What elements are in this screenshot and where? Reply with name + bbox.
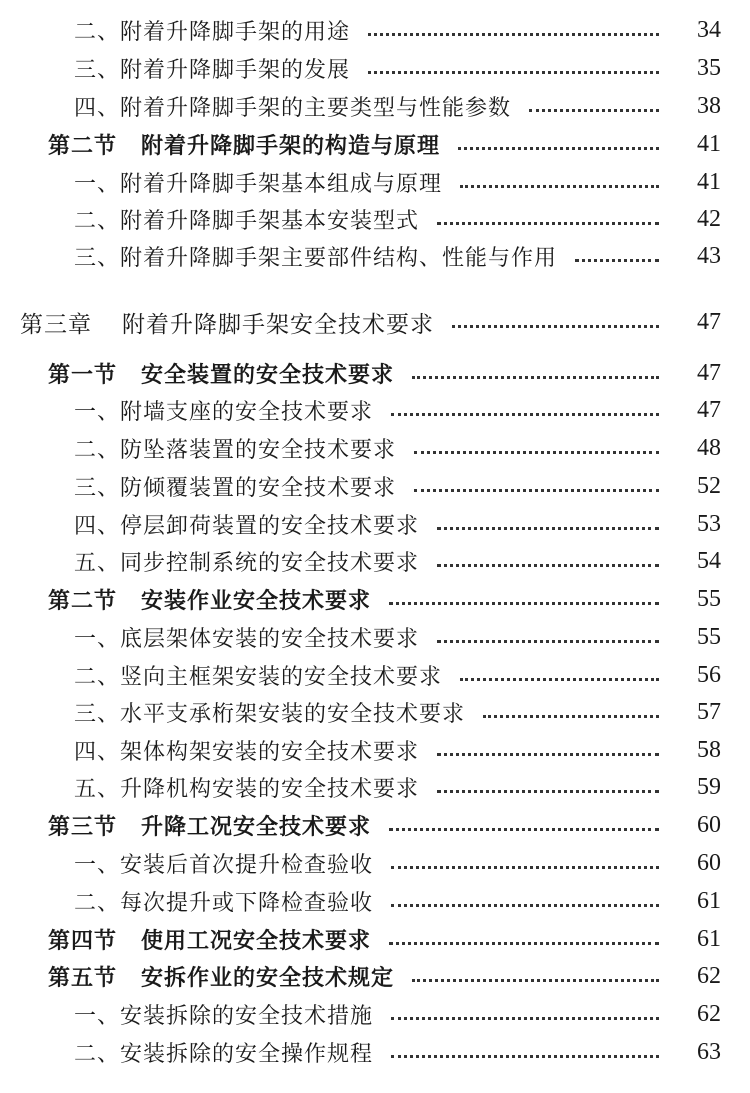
toc-page-number: 62 — [697, 1000, 721, 1027]
toc-entry-title: 三、防倾覆装置的安全技术要求 — [74, 475, 397, 501]
toc-entry — [0, 163, 750, 201]
dot-leader — [389, 827, 659, 831]
dot-leader — [575, 258, 659, 262]
toc-entry-title: 二、附着升降脚手架的用途 — [74, 19, 351, 45]
toc-entry — [0, 618, 750, 656]
dot-leader — [437, 526, 659, 530]
toc-page-number: 57 — [697, 698, 721, 725]
toc-entry — [0, 505, 750, 543]
section-title: 附着升降脚手架的构造与原理 — [141, 132, 441, 159]
toc-page-number: 48 — [697, 434, 721, 461]
toc-entry-title: 五、同步控制系统的安全技术要求 — [74, 550, 420, 576]
dot-leader — [391, 1016, 659, 1020]
toc-entry-title: 一、附墙支座的安全技术要求 — [74, 399, 374, 425]
dot-leader — [452, 324, 659, 328]
toc-section-heading — [0, 961, 394, 992]
dot-leader — [458, 146, 659, 150]
dot-leader — [437, 789, 659, 793]
toc-entry — [0, 49, 750, 87]
chapter-title: 附着升降脚手架安全技术要求 — [122, 311, 434, 338]
toc-entry — [0, 995, 750, 1033]
dot-leader — [414, 450, 659, 454]
toc-chapter-heading — [0, 306, 434, 339]
toc-entry-title: 三、附着升降脚手架的发展 — [74, 57, 351, 83]
toc-page-number: 53 — [697, 510, 721, 537]
section-title: 升降工况安全技术要求 — [141, 813, 372, 840]
toc-entry — [0, 467, 750, 505]
toc-page-number: 55 — [697, 585, 721, 612]
toc-section-entry — [0, 354, 750, 392]
toc-entry-title: 三、水平支承桁架安装的安全技术要求 — [74, 701, 466, 727]
toc-entry — [0, 693, 750, 731]
toc-entry-title: 四、架体构架安装的安全技术要求 — [74, 739, 420, 765]
toc-entry — [0, 429, 750, 467]
toc-page-number: 47 — [697, 396, 721, 423]
toc-section-entry — [0, 920, 750, 958]
toc-entry-title: 二、每次提升或下降检查验收 — [74, 890, 374, 916]
toc-entry — [0, 844, 750, 882]
dot-leader — [437, 221, 659, 225]
toc-page-number: 63 — [697, 1038, 721, 1065]
toc-entry — [0, 1033, 750, 1071]
toc-entry-title: 二、竖向主框架安装的安全技术要求 — [74, 664, 443, 690]
dot-leader — [483, 714, 659, 718]
toc-entry — [0, 391, 750, 429]
toc-entry-title: 三、附着升降脚手架主要部件结构、性能与作用 — [74, 245, 558, 271]
section-number: 第三节 — [48, 813, 118, 840]
dot-leader — [412, 978, 659, 982]
dot-leader — [391, 903, 659, 907]
toc-page-number: 34 — [697, 16, 721, 43]
toc-page-number: 52 — [697, 472, 721, 499]
toc-entry — [0, 768, 750, 806]
dot-leader — [389, 941, 659, 945]
section-number: 第二节 — [48, 132, 118, 159]
toc-page-number: 38 — [697, 92, 721, 119]
dot-leader — [389, 601, 659, 605]
toc-page-number: 41 — [697, 130, 721, 157]
toc-page-number: 47 — [697, 308, 721, 335]
toc-entry-title: 二、防坠落装置的安全技术要求 — [74, 437, 397, 463]
toc-entry — [0, 200, 750, 238]
section-number: 第二节 — [48, 587, 118, 614]
toc-entry-title: 一、底层架体安装的安全技术要求 — [74, 626, 420, 652]
toc-section-heading — [0, 584, 371, 615]
dot-leader — [412, 375, 659, 379]
toc-entry — [0, 87, 750, 125]
toc-entry — [0, 11, 750, 49]
toc-page-number: 60 — [697, 849, 721, 876]
toc-entry-title: 四、停层卸荷装置的安全技术要求 — [74, 513, 420, 539]
section-title: 使用工况安全技术要求 — [141, 927, 372, 954]
dot-leader — [414, 488, 659, 492]
toc-entry — [0, 237, 750, 275]
section-number: 第五节 — [48, 964, 118, 991]
toc-chapter-entry — [0, 303, 750, 341]
toc-page-number: 61 — [697, 887, 721, 914]
toc-section-heading — [0, 924, 371, 955]
dot-leader — [391, 412, 659, 416]
toc-section-heading — [0, 129, 440, 160]
section-title: 安装作业安全技术要求 — [141, 587, 372, 614]
dot-leader — [368, 32, 659, 36]
toc-page-number: 56 — [697, 661, 721, 688]
toc-page-number: 41 — [697, 168, 721, 195]
toc-section-entry — [0, 957, 750, 995]
toc-entry-title: 四、附着升降脚手架的主要类型与性能参数 — [74, 95, 512, 121]
toc-entry-title: 一、附着升降脚手架基本组成与原理 — [74, 171, 443, 197]
toc-page-number: 58 — [697, 736, 721, 763]
toc-page-number: 59 — [697, 773, 721, 800]
dot-leader — [437, 563, 659, 567]
toc-page-number: 47 — [697, 359, 721, 386]
toc-section-entry — [0, 125, 750, 163]
dot-leader — [529, 108, 659, 112]
toc-section-entry — [0, 806, 750, 844]
toc-page-number: 42 — [697, 205, 721, 232]
toc-section-heading — [0, 810, 371, 841]
section-title: 安全装置的安全技术要求 — [141, 361, 395, 388]
toc-entry-title: 二、附着升降脚手架基本安装型式 — [74, 208, 420, 234]
toc-entry — [0, 731, 750, 769]
dot-leader — [460, 677, 659, 681]
toc-entry-title: 二、安装拆除的安全操作规程 — [74, 1041, 374, 1067]
dot-leader — [437, 639, 659, 643]
toc-page-number: 54 — [697, 547, 721, 574]
section-title: 安拆作业的安全技术规定 — [141, 964, 395, 991]
toc-entry-title: 五、升降机构安装的安全技术要求 — [74, 776, 420, 802]
toc-page-number: 35 — [697, 54, 721, 81]
toc-entry-title: 一、安装后首次提升检查验收 — [74, 852, 374, 878]
chapter-number: 第三章 — [20, 311, 92, 338]
dot-leader — [460, 184, 659, 188]
toc-entry — [0, 656, 750, 694]
toc-entry — [0, 882, 750, 920]
toc-section-entry — [0, 580, 750, 618]
dot-leader — [437, 752, 659, 756]
toc-entry — [0, 542, 750, 580]
toc-page-number: 62 — [697, 962, 721, 989]
dot-leader — [391, 1054, 659, 1058]
dot-leader — [368, 70, 659, 74]
toc-page-number: 61 — [697, 925, 721, 952]
section-number: 第四节 — [48, 927, 118, 954]
toc-entry-title: 一、安装拆除的安全技术措施 — [74, 1003, 374, 1029]
section-number: 第一节 — [48, 361, 118, 388]
dot-leader — [391, 865, 659, 869]
toc-section-heading — [0, 358, 394, 389]
toc-page-number: 55 — [697, 623, 721, 650]
toc-page-number: 60 — [697, 811, 721, 838]
toc-page-number: 43 — [697, 242, 721, 269]
